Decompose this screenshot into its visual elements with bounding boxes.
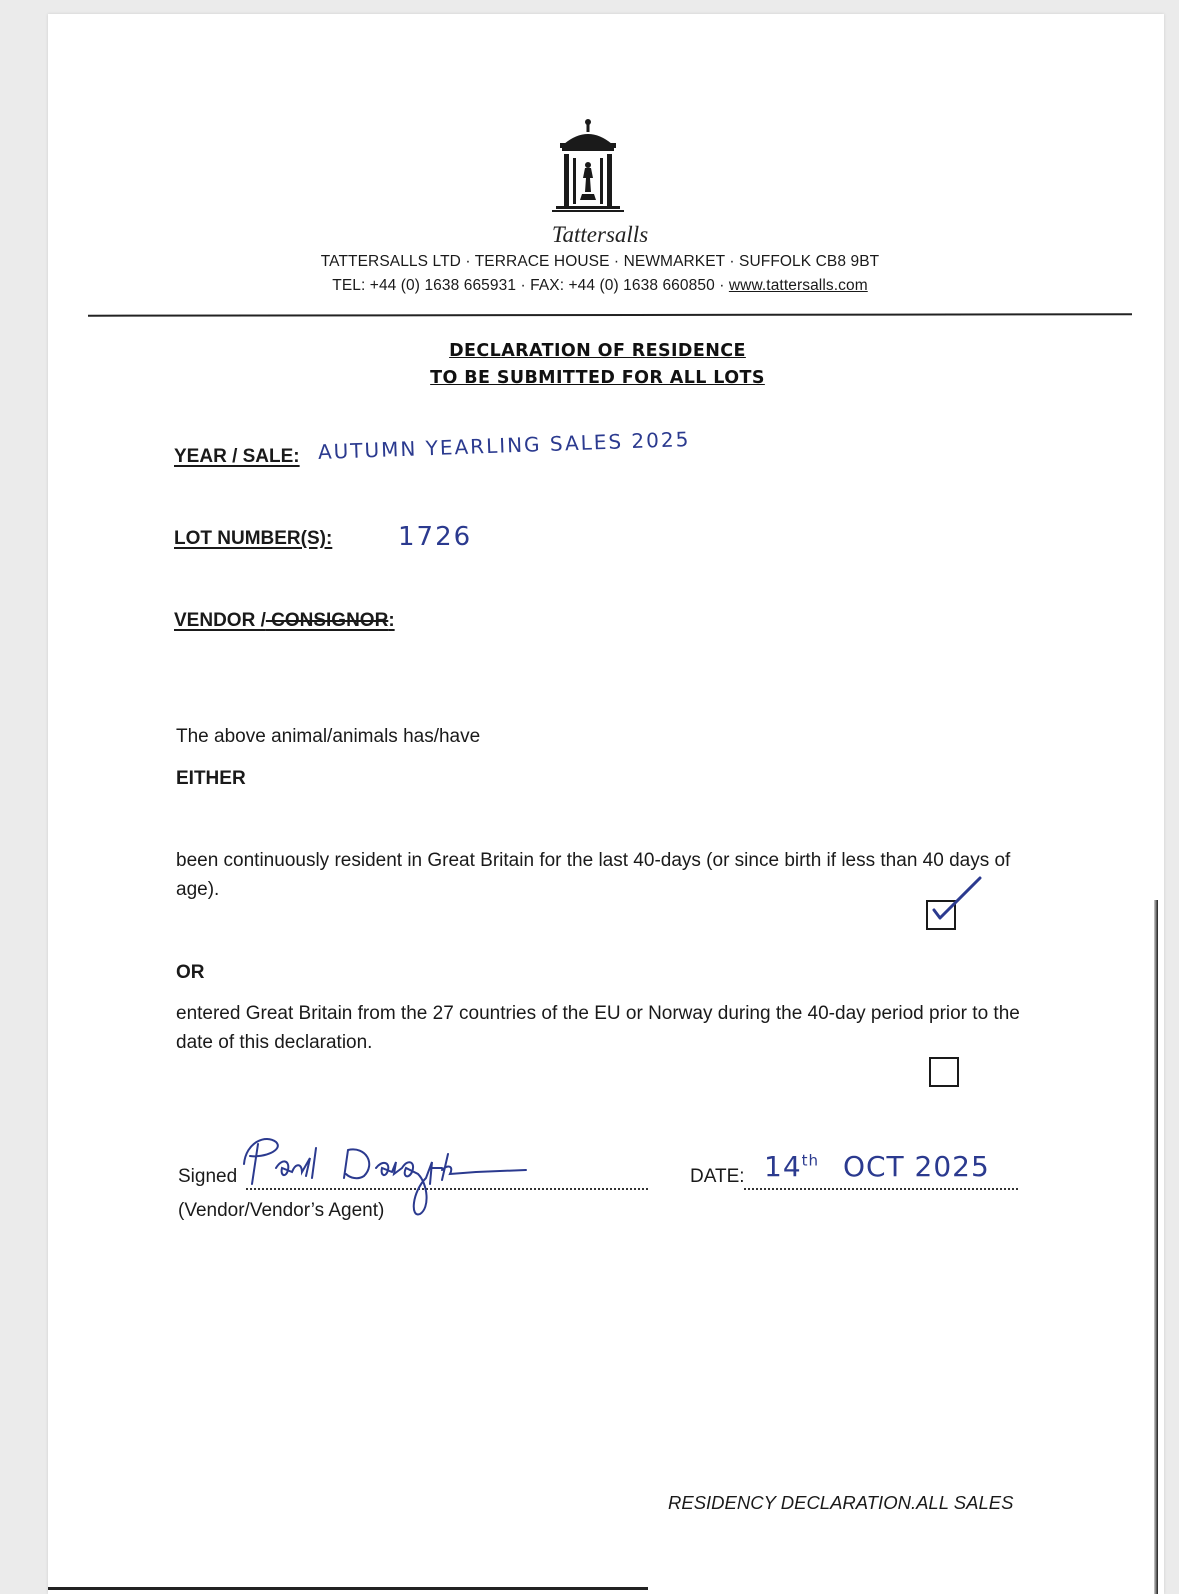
option-eu-text: entered Great Britain from the 27 countries of the EU or Norway during the 40-day period prior to the date of this declaration.	[176, 1003, 1020, 1053]
brand-name: Tattersalls	[551, 222, 649, 247]
page-edge-bottom	[48, 1587, 648, 1590]
signer-note: (Vendor/Vendor’s Agent)	[178, 1200, 385, 1221]
date-month-year: OCT 2025	[842, 1150, 990, 1183]
date-value[interactable]	[764, 1150, 990, 1183]
consignor-struck-text: CONSIGNOR	[265, 610, 389, 631]
year-sale-value[interactable]: AUTUMN YEARLING SALES 2025	[317, 427, 691, 464]
document-page	[48, 14, 1164, 1594]
year-sale-label: YEAR / SALE:	[174, 446, 300, 467]
date-suffix: th	[801, 1151, 820, 1170]
lot-number-value[interactable]: 1726	[398, 522, 473, 552]
website-link[interactable]: www.tattersalls.com	[728, 277, 868, 294]
date-label: DATE:	[690, 1166, 745, 1187]
date-line	[744, 1188, 1018, 1190]
contact-line	[0, 277, 1179, 295]
option-eu-checkbox[interactable]	[929, 1057, 959, 1087]
either-label: EITHER	[176, 768, 246, 789]
vendor-label-colon: :	[388, 610, 395, 631]
vendor-label-main: VENDOR /	[174, 610, 266, 631]
footer-reference: RESIDENCY DECLARATION.ALL SALES	[668, 1492, 1014, 1513]
form-title: DECLARATION OF RESIDENCE	[449, 341, 746, 361]
form-subtitle: TO BE SUBMITTED FOR ALL LOTS	[430, 368, 765, 388]
lot-number-label: LOT NUMBER(S):	[174, 528, 333, 549]
option-resident-text: been continuously resident in Great Britain for the last 40-days (or since birth if less than 40 days of age).	[176, 850, 1011, 900]
company-address: TATTERSALLS LTD · TERRACE HOUSE · NEWMARKET · SUFFOLK CB8 9BT	[320, 253, 880, 270]
statement-intro: The above animal/animals has/have	[176, 726, 481, 747]
vendor-label	[174, 610, 395, 632]
checkmark-icon	[910, 872, 990, 922]
phone-fax: TEL: +44 (0) 1638 665931 · FAX: +44 (0) 1638 660850 ·	[332, 277, 725, 294]
or-label: OR	[176, 962, 205, 983]
tattersalls-pavilion-logo	[552, 118, 648, 222]
page-edge-shadow	[1154, 900, 1158, 1594]
signed-label: Signed	[178, 1166, 238, 1187]
date-day: 14	[764, 1150, 802, 1183]
